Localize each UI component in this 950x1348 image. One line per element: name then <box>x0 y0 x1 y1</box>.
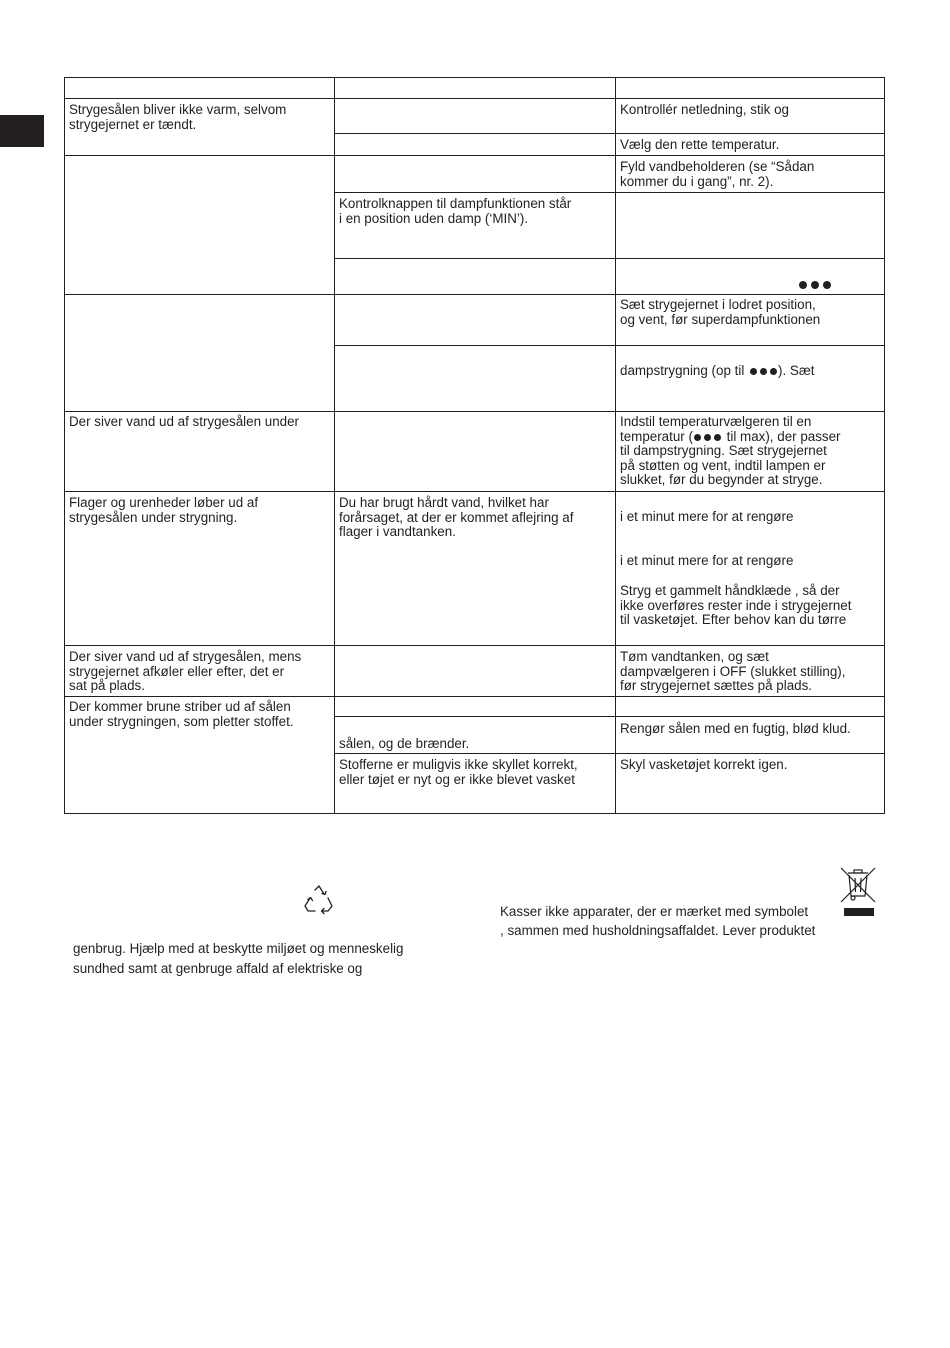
row4-solution-rest: til dampstrygning. Sæt strygejernet på støtten og vent, indtil lampen er slukket, før du begynder at stryge. <box>620 443 827 488</box>
troubleshooting-table <box>64 77 885 814</box>
row4-solution-line1: Indstil temperaturvælgeren til en <box>620 414 812 429</box>
crossed-out-bin-icon <box>838 866 878 918</box>
row7a-solution: Rengør sålen med en fugtig, blød klud. <box>620 721 851 736</box>
row5-solution-1: i et minut mere for at rengøre <box>620 509 794 524</box>
row3b-solution <box>620 364 814 379</box>
language-side-tab <box>0 115 44 147</box>
row7b-cause: Stofferne er muligvis ikke skyllet korrekt, eller tøjet er nyt og er ikke blevet vasket <box>339 757 578 787</box>
row5-problem: Flager og urenheder løber ud af strygesålen under strygning. <box>69 495 259 525</box>
row6-problem: Der siver vand ud af strygesålen, mens strygejernet afkøler eller efter, det er sat på plads. <box>69 649 302 694</box>
environment-right-line1: Kasser ikke apparater, der er mærket med symbolet <box>500 904 809 919</box>
steam-dots-icon <box>748 364 778 379</box>
row6-solution: Tøm vandtanken, og sæt dampvælgeren i OFF (slukket stilling), før strygejernet sættes på plads. <box>620 649 846 694</box>
steam-setting-dots-icon <box>797 263 833 292</box>
row3b-solution-post: ). Sæt <box>778 363 815 378</box>
row4-solution-line2-post: til max), der passer <box>722 428 841 444</box>
temperature-dots-icon <box>693 430 723 445</box>
row5-cause: Du har brugt hårdt vand, hvilket har forårsaget, at der er kommet aflejring af flager i vandtanken. <box>339 495 574 540</box>
row1-problem: Strygesålen bliver ikke varm, selvom strygejernet er tændt. <box>69 102 287 132</box>
row4-problem: Der siver vand ud af strygesålen under <box>69 414 299 429</box>
row4-solution-line2-pre: temperatur ( <box>620 428 693 444</box>
row3b-solution-pre: dampstrygning (op til <box>620 363 749 378</box>
row5-solution-3: Stryg et gammelt håndklæde , så der ikke overføres rester inde i strygejernet til vasketøjet. Efter behov kan du tørre <box>620 583 852 628</box>
row4-solution <box>620 415 841 488</box>
row2a-solution: Fyld vandbeholderen (se “Sådan kommer du i gang”, nr. 2). <box>620 159 815 189</box>
row3a-solution: Sæt strygejernet i lodret position, og vent, før superdampfunktionen <box>620 297 821 327</box>
row7a-cause: sålen, og de brænder. <box>339 736 470 751</box>
row1a-solution: Kontrollér netledning, stik og <box>620 102 789 117</box>
row7-problem: Der kommer brune striber ud af sålen under strygningen, som pletter stoffet. <box>69 699 294 729</box>
row5-solution-2: i et minut mere for at rengøre <box>620 553 794 568</box>
row2b-cause: Kontrolknappen til dampfunktionen står i en position uden damp (‘MIN’). <box>339 196 572 226</box>
row7b-solution: Skyl vasketøjet korrekt igen. <box>620 757 788 772</box>
environment-left-text: genbrug. Hjælp med at beskytte miljøet og menneskelig sundhed samt at genbruge affald af elektriske og <box>73 941 404 976</box>
environment-right-line2: , sammen med husholdningsaffaldet. Lever produktet <box>500 923 816 938</box>
recycle-icon <box>302 884 336 916</box>
row1b-solution: Vælg den rette temperatur. <box>620 137 780 152</box>
